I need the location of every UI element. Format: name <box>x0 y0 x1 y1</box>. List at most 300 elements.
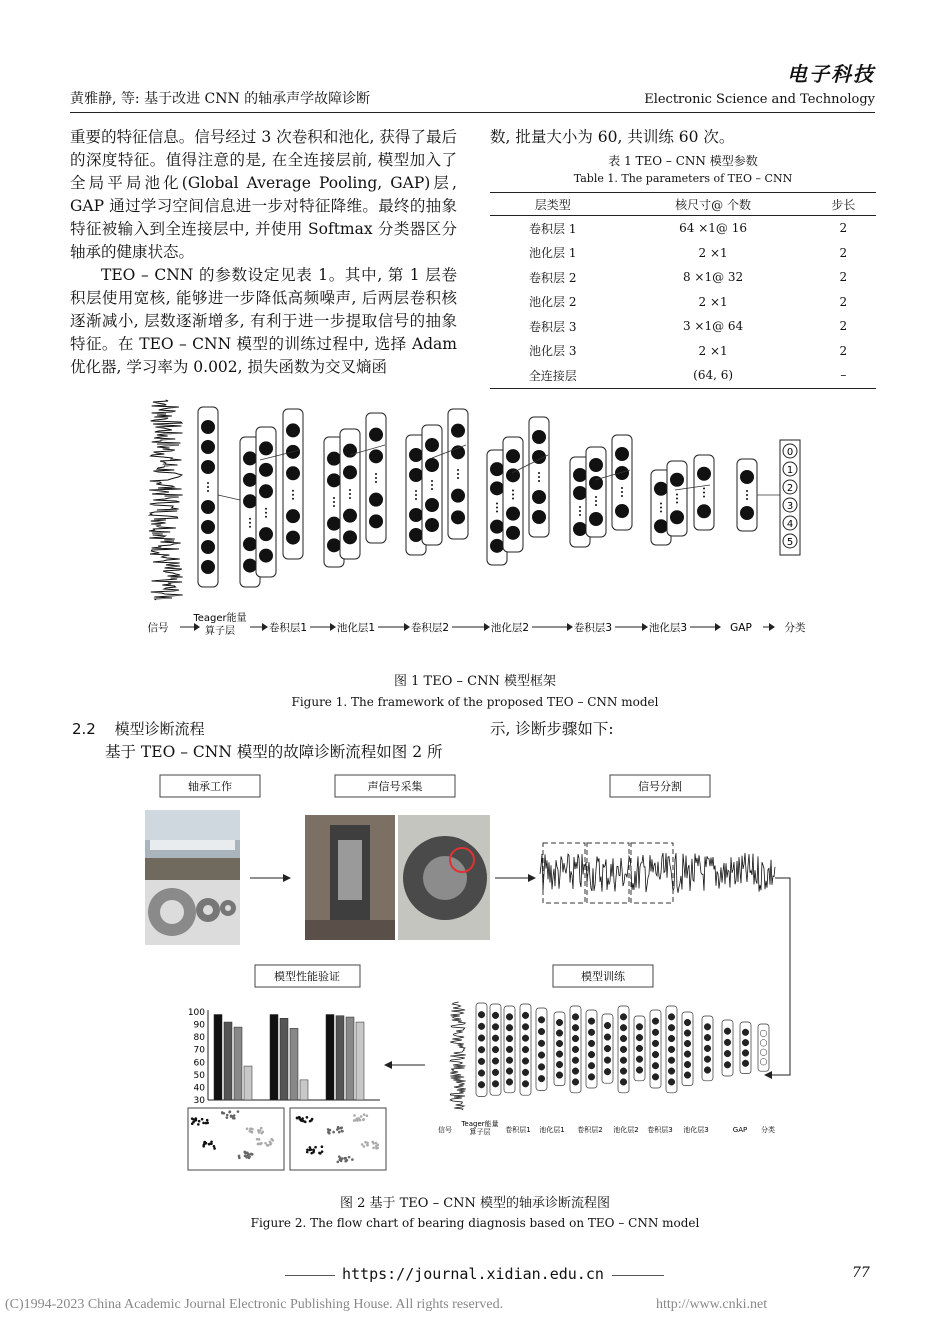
mini-neuron <box>760 1058 767 1065</box>
network-layers <box>198 407 780 587</box>
mini-neuron <box>704 1045 711 1052</box>
ellipsis-dot <box>621 495 623 497</box>
scatter-point <box>306 1151 309 1154</box>
table-cell: 3 ×1@ 64 <box>682 319 744 334</box>
mini-neuron <box>478 1035 485 1042</box>
scatter-point <box>205 1122 208 1125</box>
mini-flow-label: Teager能量 <box>461 1120 499 1128</box>
mini-neuron <box>760 1049 767 1056</box>
mini-neuron <box>506 1057 513 1064</box>
ellipsis-dot <box>579 514 581 516</box>
mini-neuron <box>604 1045 611 1052</box>
bar <box>356 1022 364 1100</box>
mini-neuron <box>572 1057 579 1064</box>
scatter-point <box>203 1141 206 1144</box>
output-label: 0 <box>786 447 794 458</box>
mini-neuron <box>620 1046 627 1053</box>
box-label: 声信号采集 <box>367 780 423 793</box>
mini-neuron <box>742 1060 749 1067</box>
neuron <box>327 473 341 487</box>
neuron <box>589 458 603 472</box>
mini-flow-label: 卷积层1 <box>505 1126 531 1134</box>
input-signal-waveform <box>149 400 183 600</box>
neuron <box>573 468 587 482</box>
mini-neuron <box>588 1074 595 1081</box>
mini-neuron <box>652 1074 659 1081</box>
mini-neuron <box>684 1051 691 1058</box>
mini-neuron <box>556 1051 563 1058</box>
mini-neuron <box>652 1051 659 1058</box>
scatter-point <box>226 1114 229 1117</box>
mini-neuron <box>478 1058 485 1065</box>
mini-neuron <box>506 1046 513 1053</box>
mini-flow-label: 池化层2 <box>613 1126 639 1134</box>
mini-neuron <box>556 1030 563 1037</box>
scatter-point <box>260 1127 263 1130</box>
scatter-point <box>362 1118 365 1121</box>
table-row <box>490 216 876 241</box>
ellipsis-dot <box>512 490 514 492</box>
ellipsis-dot <box>538 480 540 482</box>
mini-neuron <box>556 1040 563 1047</box>
scatter-point <box>202 1145 205 1148</box>
table-cell: 2 <box>839 221 848 236</box>
scatter-point <box>363 1113 366 1116</box>
scatter-point <box>258 1138 261 1141</box>
y-tick-label: 90 <box>193 1020 205 1031</box>
scatter-point <box>249 1128 252 1131</box>
neuron <box>327 452 341 466</box>
neuron <box>506 507 520 521</box>
ellipsis-dot <box>512 498 514 500</box>
neuron <box>343 465 357 479</box>
table-cell: 池化层 3 <box>529 344 577 359</box>
neuron <box>343 509 357 523</box>
y-tick-label: 60 <box>193 1058 205 1069</box>
neuron <box>670 473 684 487</box>
scatter-point <box>302 1120 305 1123</box>
copyright-notice: (C)1994-2023 China Academic Journal Electronic Publishing House. All rights reserved. <box>5 1297 504 1312</box>
neuron <box>327 517 341 531</box>
mini-neuron <box>492 1081 499 1088</box>
scatter-point <box>372 1147 375 1150</box>
mini-neuron <box>604 1034 611 1041</box>
ellipsis-dot <box>415 498 417 500</box>
ellipsis-dot <box>265 508 267 510</box>
ellipsis-dot <box>292 490 294 492</box>
mini-neuron <box>478 1070 485 1077</box>
table-cell: 卷积层 2 <box>529 270 577 285</box>
mini-neuron <box>588 1029 595 1036</box>
scatter-point <box>250 1153 253 1156</box>
scatter-point <box>366 1114 369 1117</box>
ellipsis-dot <box>660 511 662 513</box>
scatter-point <box>363 1145 366 1148</box>
mini-neuron <box>572 1079 579 1086</box>
mini-neuron <box>588 1051 595 1058</box>
scatter-point <box>340 1126 343 1129</box>
scatter-point <box>344 1160 347 1163</box>
neuron <box>451 445 465 459</box>
box-label: 轴承工作 <box>188 780 232 793</box>
ellipsis-dot <box>703 496 705 498</box>
table-cell: 8 ×1@ 32 <box>682 270 744 285</box>
scatter-point <box>270 1138 273 1141</box>
mini-neuron <box>478 1046 485 1053</box>
neuron <box>201 420 215 434</box>
mini-neuron <box>492 1012 499 1019</box>
mini-neuron <box>620 1014 627 1021</box>
neuron <box>589 512 603 526</box>
flow-label: 卷积层1 <box>268 622 308 634</box>
mini-neuron <box>636 1045 643 1052</box>
mini-neuron <box>506 1079 513 1086</box>
table-cell: 池化层 1 <box>529 246 577 261</box>
bar <box>224 1022 232 1100</box>
output-label: 2 <box>786 483 794 494</box>
mini-neuron <box>704 1056 711 1063</box>
mini-neuron <box>684 1030 691 1037</box>
ellipsis-dot <box>703 492 705 494</box>
mini-neuron <box>522 1012 529 1019</box>
figure2-caption-cn: 图 2 基于 TEO – CNN 模型的轴承诊断流程图 <box>339 1196 611 1211</box>
table-cell: 池化层 2 <box>529 295 577 310</box>
scatter-point <box>191 1117 194 1120</box>
train-photo <box>145 810 240 880</box>
ellipsis-dot <box>292 498 294 500</box>
neuron <box>286 466 300 480</box>
scatter-point <box>366 1142 369 1145</box>
ellipsis-dot <box>375 477 377 479</box>
ellipsis-dot <box>595 496 597 498</box>
mini-neuron <box>522 1081 529 1088</box>
ellipsis-dot <box>676 502 678 504</box>
scatter-point <box>250 1131 253 1134</box>
scatter-point <box>306 1148 309 1151</box>
scatter-point <box>311 1118 314 1121</box>
ellipsis-dot <box>595 504 597 506</box>
scatter-point <box>312 1148 315 1151</box>
mini-neuron <box>522 1024 529 1031</box>
mini-neuron <box>636 1034 643 1041</box>
mini-neuron <box>538 1052 545 1059</box>
y-tick-label: 100 <box>187 1008 205 1018</box>
scatter-point <box>351 1158 354 1161</box>
flow-label: 卷积层3 <box>573 622 613 634</box>
ellipsis-dot <box>496 503 498 505</box>
neuron <box>259 527 273 541</box>
mini-neuron <box>588 1018 595 1025</box>
bar <box>280 1018 288 1100</box>
scatter-point <box>201 1118 204 1121</box>
table-caption-cn: 表 1 TEO – CNN 模型参数 <box>608 154 758 168</box>
neuron <box>369 428 383 442</box>
mini-network-diagram <box>438 1002 775 1136</box>
mini-neuron <box>522 1046 529 1053</box>
table-cell: 卷积层 3 <box>529 319 577 334</box>
mini-neuron <box>538 1064 545 1071</box>
ellipsis-dot <box>349 493 351 495</box>
mini-neuron <box>478 1023 485 1030</box>
scatter-point <box>210 1142 213 1145</box>
bar <box>346 1017 354 1100</box>
mini-neuron <box>604 1057 611 1064</box>
mini-flow-label: 池化层3 <box>683 1126 709 1134</box>
mini-neuron <box>492 1024 499 1031</box>
scatter-point <box>247 1153 250 1156</box>
mini-neuron <box>620 1079 627 1086</box>
bar <box>244 1066 252 1100</box>
neuron <box>490 520 504 534</box>
section-title: 模型诊断流程 <box>114 720 205 738</box>
table-header: 层类型 <box>490 193 615 216</box>
scatter-point <box>319 1152 322 1155</box>
ellipsis-dot <box>595 500 597 502</box>
scatter-point <box>375 1147 378 1150</box>
scatter-point <box>310 1152 313 1155</box>
mini-neuron <box>572 1024 579 1031</box>
mini-neuron <box>538 1040 545 1047</box>
scatter-point <box>355 1118 358 1121</box>
mini-neuron <box>742 1029 749 1036</box>
scatter-point <box>337 1127 340 1130</box>
scatter-point <box>213 1147 216 1150</box>
box-label: 信号分割 <box>638 780 682 793</box>
mini-neuron <box>742 1050 749 1057</box>
figure1-caption-en: Figure 1. The framework of the proposed TEO – CNN model <box>291 695 659 709</box>
table-cell: 2 <box>839 245 848 260</box>
table-header: 步长 <box>811 193 876 216</box>
neuron <box>243 473 257 487</box>
mini-neuron <box>506 1014 513 1021</box>
mini-neuron <box>668 1068 675 1075</box>
table-header: 核尺寸@ 个数 <box>615 193 810 216</box>
bearing-photo <box>145 880 240 945</box>
scatter-point <box>197 1123 200 1126</box>
neuron <box>425 498 439 512</box>
mini-neuron <box>704 1034 711 1041</box>
table-cell: 64 ×1@ 16 <box>679 221 748 236</box>
ellipsis-dot <box>457 473 459 475</box>
flow-labels <box>148 611 806 637</box>
mini-flow-label: 信号 <box>438 1126 452 1134</box>
neuron <box>425 438 439 452</box>
neuron <box>286 531 300 545</box>
scatter-point <box>257 1142 260 1145</box>
mini-neuron <box>572 1068 579 1075</box>
ellipsis-dot <box>431 480 433 482</box>
scatter-point <box>244 1155 247 1158</box>
scatter-point <box>237 1110 240 1113</box>
mini-neuron <box>538 1016 545 1023</box>
mini-neuron <box>572 1035 579 1042</box>
left-column <box>70 126 457 379</box>
scatter-point <box>338 1131 341 1134</box>
ellipsis-dot <box>375 473 377 475</box>
table-cell: 2 <box>839 270 848 285</box>
neuron <box>697 467 711 481</box>
mini-neuron <box>684 1061 691 1068</box>
scatter-point <box>366 1144 369 1147</box>
journal-url[interactable]: https://journal.xidian.edu.cn <box>342 1265 604 1283</box>
table-cell: 2 <box>839 294 848 309</box>
neuron <box>670 510 684 524</box>
scatter-point <box>314 1146 317 1149</box>
mini-neuron <box>620 1068 627 1075</box>
running-header-title: 黄雅静, 等: 基于改进 CNN 的轴承声学故障诊断 <box>70 91 371 107</box>
box-label: 模型训练 <box>581 970 625 983</box>
ellipsis-dot <box>431 488 433 490</box>
arrow-head <box>642 623 648 631</box>
mini-neuron <box>668 1057 675 1064</box>
neuron <box>451 510 465 524</box>
ellipsis-dot <box>676 498 678 500</box>
ellipsis-dot <box>207 486 209 488</box>
arrow-head <box>484 623 490 631</box>
flow-label: Teager能量 <box>193 613 247 624</box>
sensor-photo <box>398 815 490 940</box>
mini-neuron <box>604 1068 611 1075</box>
scatter-point <box>348 1156 351 1159</box>
ellipsis-dot <box>660 503 662 505</box>
scatter-point <box>233 1114 236 1117</box>
table-caption-en: Table 1. The parameters of TEO – CNN <box>573 172 793 185</box>
paragraph: TEO – CNN 的参数设定见表 1。其中, 第 1 层卷积层使用宽核, 能够进一步降低高频噪声, 后两层卷积核逐渐减小, 层数逐渐增多, 有利于进一步提取信号的抽象特征。在 TEO – CNN 模型的训练过程中, 选择 Adam 优化器, 学习率为 0.002, 损失函数为交叉熵函 <box>70 266 457 376</box>
scatter-point <box>264 1142 267 1145</box>
ellipsis-dot <box>333 501 335 503</box>
neuron <box>369 514 383 528</box>
mini-flow-label: 池化层1 <box>539 1126 565 1134</box>
table-cell: 卷积层 1 <box>529 221 577 236</box>
neuron <box>409 528 423 542</box>
neuron <box>532 510 546 524</box>
scatter-point <box>309 1146 312 1149</box>
section-number: 2.2 <box>72 720 96 738</box>
signal-trace <box>149 400 183 600</box>
flow-label: 池化层1 <box>336 622 376 634</box>
neuron <box>327 538 341 552</box>
neuron <box>286 509 300 523</box>
segmented-signal-waveform <box>540 853 775 893</box>
journal-logo: 电子科技 <box>787 62 875 86</box>
table-cell: 2 ×1 <box>698 294 728 309</box>
table-cell: 2 ×1 <box>698 245 728 260</box>
neuron <box>243 451 257 465</box>
table-row <box>490 363 876 388</box>
scatter-point <box>360 1115 363 1118</box>
mini-neuron <box>742 1039 749 1046</box>
ellipsis-dot <box>746 490 748 492</box>
mini-neuron <box>668 1014 675 1021</box>
ellipsis-dot <box>265 512 267 514</box>
neuron <box>532 490 546 504</box>
bar <box>214 1015 222 1100</box>
mini-neuron <box>492 1046 499 1053</box>
mini-flow-label: GAP <box>732 1126 748 1134</box>
bar <box>326 1015 334 1100</box>
mini-neuron <box>506 1068 513 1075</box>
mini-neuron <box>620 1057 627 1064</box>
accuracy-bar-chart <box>188 1008 380 1106</box>
neuron <box>740 470 754 484</box>
mini-neuron <box>668 1046 675 1053</box>
neuron <box>259 549 273 563</box>
scatter-point <box>341 1130 344 1133</box>
arrow-head <box>567 623 573 631</box>
mini-neuron <box>684 1072 691 1079</box>
output-label: 1 <box>786 465 794 476</box>
ellipsis-dot <box>579 506 581 508</box>
bar <box>336 1016 344 1100</box>
mini-neuron <box>724 1062 731 1069</box>
ellipsis-dot <box>249 526 251 528</box>
table-row <box>490 339 876 364</box>
flow-label: GAP <box>730 622 752 634</box>
neuron <box>532 430 546 444</box>
mini-neuron <box>588 1062 595 1069</box>
scatter-point <box>191 1122 194 1125</box>
cnki-link[interactable]: http://www.cnki.net <box>656 1297 768 1312</box>
neuron <box>506 526 520 540</box>
connection-line <box>218 495 240 500</box>
ellipsis-dot <box>333 505 335 507</box>
scatter-point <box>361 1143 364 1146</box>
scatter-point <box>296 1117 299 1120</box>
neuron <box>259 441 273 455</box>
neuron <box>409 448 423 462</box>
parameters-table <box>490 192 876 389</box>
arrow-head <box>404 623 410 631</box>
neuron <box>573 486 587 500</box>
neuron <box>615 504 629 518</box>
mini-neuron <box>636 1024 643 1031</box>
bar <box>300 1080 308 1100</box>
neuron <box>201 500 215 514</box>
scatter-point <box>198 1120 201 1123</box>
ellipsis-dot <box>349 497 351 499</box>
scatter-point <box>329 1129 332 1132</box>
neuron <box>286 423 300 437</box>
mini-neuron <box>556 1061 563 1068</box>
neuron <box>243 537 257 551</box>
scatter-point <box>221 1111 224 1114</box>
mini-neuron <box>522 1058 529 1065</box>
neuron <box>201 520 215 534</box>
mini-neuron <box>652 1040 659 1047</box>
ellipsis-dot <box>349 489 351 491</box>
scatter-point <box>336 1161 339 1164</box>
flow-label: 池化层2 <box>490 622 530 634</box>
mini-neuron <box>652 1029 659 1036</box>
table-cell: 全连接层 <box>490 363 615 388</box>
ellipsis-dot <box>457 469 459 471</box>
scatter-point <box>332 1131 335 1134</box>
neuron <box>343 530 357 544</box>
scatter-point <box>206 1119 209 1122</box>
mini-neuron <box>724 1039 731 1046</box>
mini-neuron <box>636 1067 643 1074</box>
neuron <box>425 518 439 532</box>
neuron <box>506 449 520 463</box>
ellipsis-dot <box>375 481 377 483</box>
table-cell: – <box>811 363 876 388</box>
flow-label: 算子层 <box>205 626 235 637</box>
ellipsis-dot <box>746 494 748 496</box>
ellipsis-dot <box>496 511 498 513</box>
ellipsis-dot <box>538 472 540 474</box>
table-cell: 2 <box>839 319 848 334</box>
mini-neuron <box>760 1040 767 1047</box>
